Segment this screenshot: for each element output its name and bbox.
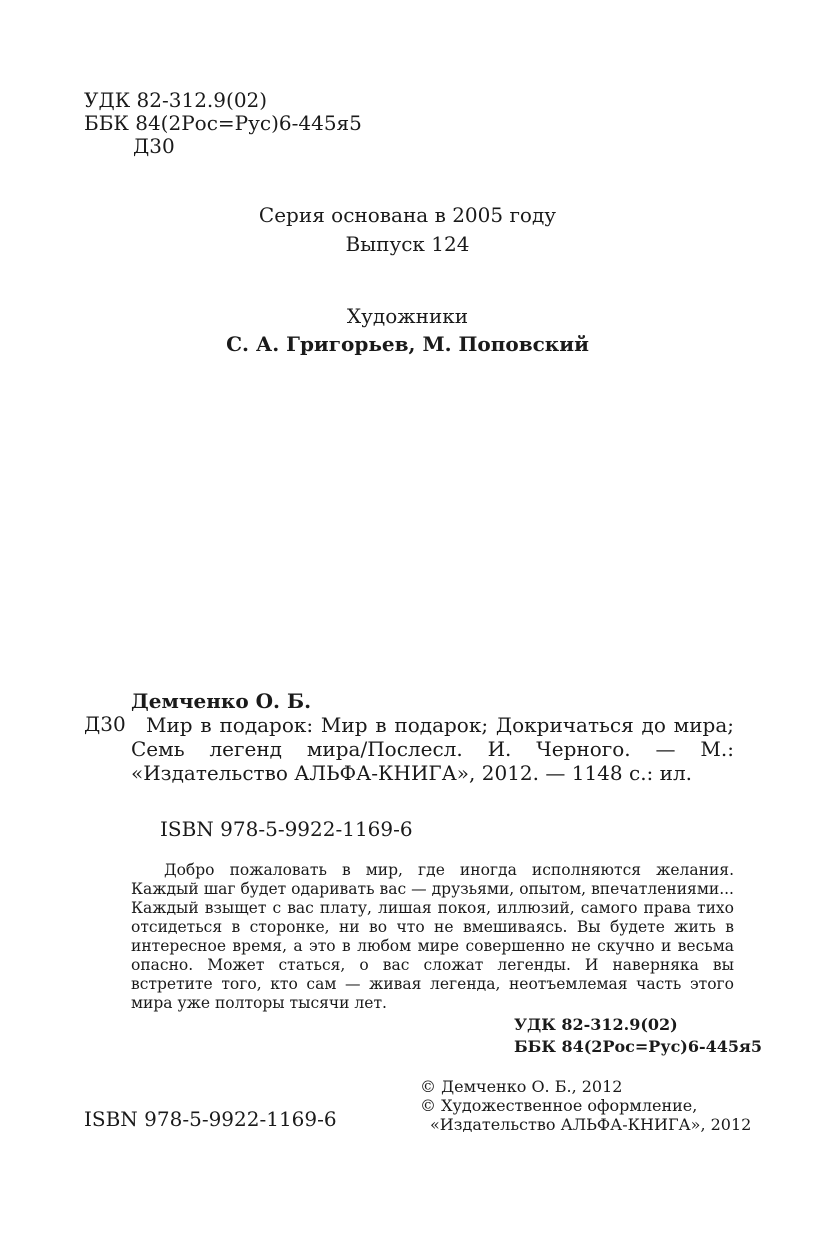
author-mark: Д30 bbox=[133, 134, 175, 158]
copyright-publisher: «Издательство АЛЬФА-КНИГА», 2012 bbox=[430, 1115, 752, 1134]
copyright-design: © Художественное оформление, bbox=[420, 1096, 698, 1115]
record-isbn: ISBN 978-5-9922-1169-6 bbox=[160, 817, 413, 841]
footer-udk: УДК 82-312.9(02) bbox=[514, 1015, 678, 1034]
record-author-mark: Д30 bbox=[84, 712, 126, 736]
bbk-code: ББК 84(2Рос=Рус)6-445я5 bbox=[84, 111, 362, 135]
series-founded: Серия основана в 2005 году bbox=[258, 203, 557, 227]
footer-isbn: ISBN 978-5-9922-1169-6 bbox=[84, 1107, 337, 1131]
copyright-author: © Демченко О. Б., 2012 bbox=[420, 1077, 623, 1096]
udk-code: УДК 82-312.9(02) bbox=[84, 88, 268, 112]
artists-names: С. А. Григорьев, М. Поповский bbox=[226, 332, 589, 356]
series-issue: Выпуск 124 bbox=[345, 232, 470, 256]
record-author: Демченко О. Б. bbox=[131, 689, 312, 713]
footer-bbk: ББК 84(2Рос=Рус)6-445я5 bbox=[514, 1037, 762, 1056]
record-description: Мир в подарок: Мир в подарок; Докричаться до мира; Семь легенд мира/Послесл. И. Черного. — М.: «Издательство АЛЬФА-КНИГА», 2012. — 1148 с.: ил. bbox=[131, 713, 734, 785]
artists-label: Художники bbox=[346, 304, 469, 328]
annotation-text: Добро пожаловать в мир, где иногда исполняются желания. Каждый шаг будет одаривать вас — друзьями, опытом, впечатлениями... Каждый взыщет с вас плату, лишая покоя, иллюзий, самого права тихо отсидеться в сторонке, ни во что не вмешиваясь. Вы будете жить в интересное время, а это в любом мире совершенно не скучно и весьма опасно. Может статься, о вас сложат легенды. И наверняка вы встретите того, кто сам — живая легенда, неотъемлемая часть этого мира уже полторы тысячи лет. bbox=[131, 861, 734, 1012]
